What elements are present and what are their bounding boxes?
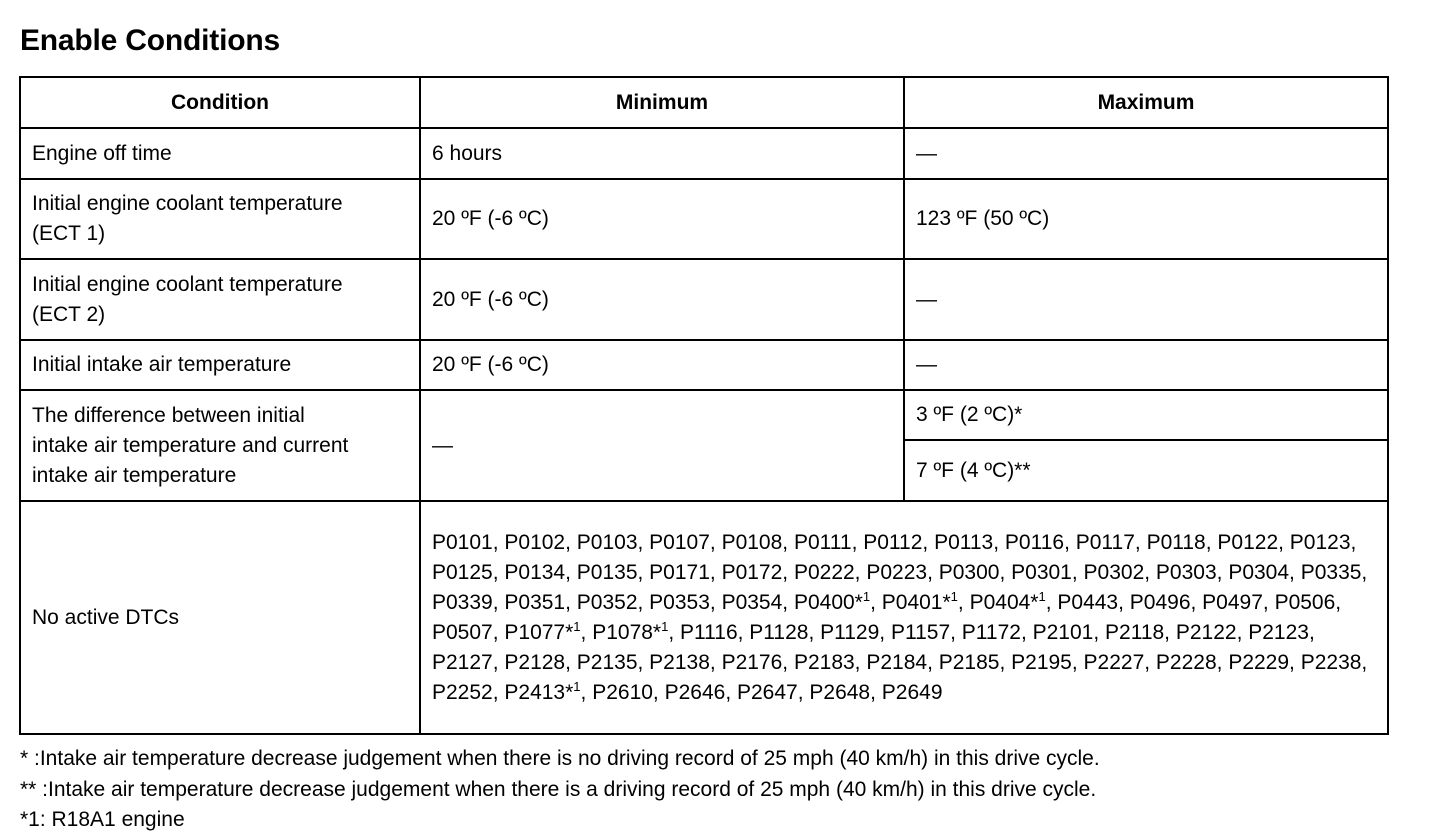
header-maximum: Maximum	[904, 77, 1388, 128]
dtc-text: P0101, P0102, P0103, P0107, P0108, P0111, P0112, P0113, P0116, P0117, P0118, P0122, P0123, P0125, P0134, P0135, P0171, P0172, P0222, P0223, P0300, P0301, P0302, P0303, P0304, P0335, P0339, P0351, P0352, P0353, P0354, P0400*	[432, 530, 1368, 614]
maximum-cell: —	[904, 340, 1388, 390]
dtc-text: , P0401*	[870, 590, 951, 614]
dtc-text: , P0443, P0496, P0497, P0506, P0507, P1077*	[432, 590, 1342, 644]
condition-cell: Initial intake air temperature	[20, 340, 420, 390]
dtc-text: , P1116, P1128, P1129, P1157, P1172, P2101, P2118, P2122, P2123, P2127, P2128, P2135, P2138, P2176, P2183, P2184, P2185, P2195, P2227, P2228, P2229, P2238, P2252, P2413*	[432, 620, 1368, 704]
header-condition: Condition	[20, 77, 420, 128]
maximum-cell: 3 ºF (2 ºC)*	[904, 390, 1388, 440]
minimum-cell: 20 ºF (-6 ºC)	[420, 179, 904, 259]
dtc-text: , P1078*	[580, 620, 662, 644]
condition-cell: Engine off time	[20, 128, 420, 179]
footnotes	[20, 744, 1100, 836]
condition-line: (ECT 1)	[32, 222, 106, 245]
footnote-marker: 1	[862, 588, 871, 604]
header-minimum: Minimum	[420, 77, 904, 128]
table-row	[20, 390, 1388, 440]
condition-line: Initial engine coolant temperature	[32, 272, 343, 296]
condition-cell	[20, 179, 420, 259]
table-row	[20, 501, 1388, 734]
footnote: ** :Intake air temperature decrease judgement when there is a driving record of 25 mph (40 km/h) in this drive cycle.	[20, 777, 1097, 801]
maximum-cell: —	[904, 128, 1388, 179]
table-row	[20, 128, 1388, 179]
condition-line: The difference between initial	[32, 403, 305, 427]
table-row	[20, 259, 1388, 340]
footnote-marker: 1	[1038, 588, 1046, 604]
maximum-cell: 7 ºF (4 ºC)**	[904, 440, 1388, 501]
footnote: * :Intake air temperature decrease judgement when there is no driving record of 25 mph (40 km/h) in this drive cycle.	[20, 747, 1100, 770]
minimum-cell: 6 hours	[420, 128, 904, 179]
footnote-marker: 1	[573, 618, 581, 634]
page-title: Enable Conditions	[20, 24, 280, 57]
enable-conditions-table	[19, 76, 1389, 735]
footnote-marker: 1	[661, 618, 669, 634]
minimum-cell: —	[420, 390, 904, 501]
condition-line: (ECT 2)	[32, 302, 106, 326]
minimum-cell: 20 ºF (-6 ºC)	[420, 340, 904, 390]
maximum-cell: —	[904, 259, 1388, 340]
dtc-list	[432, 531, 1367, 704]
minimum-cell: 20 ºF (-6 ºC)	[420, 259, 904, 340]
table-row	[20, 340, 1388, 390]
maximum-cell: 123 ºF (50 ºC)	[904, 179, 1388, 259]
footnote-marker: 1	[573, 678, 581, 694]
table-header-row	[20, 77, 1388, 128]
condition-line: intake air temperature	[32, 463, 237, 487]
footnote-marker: 1	[950, 588, 958, 604]
condition-line: intake air temperature and current	[32, 433, 349, 457]
condition-cell	[20, 390, 420, 501]
condition-cell	[20, 259, 420, 340]
dtc-list-cell	[420, 501, 1388, 734]
condition-line: Initial engine coolant temperature	[32, 192, 343, 215]
dtc-text: , P0404*	[957, 590, 1039, 614]
table-row	[20, 179, 1388, 259]
footnote: *1: R18A1 engine	[20, 808, 185, 831]
condition-cell: No active DTCs	[20, 501, 420, 734]
dtc-text: , P2610, P2646, P2647, P2648, P2649	[580, 680, 943, 704]
